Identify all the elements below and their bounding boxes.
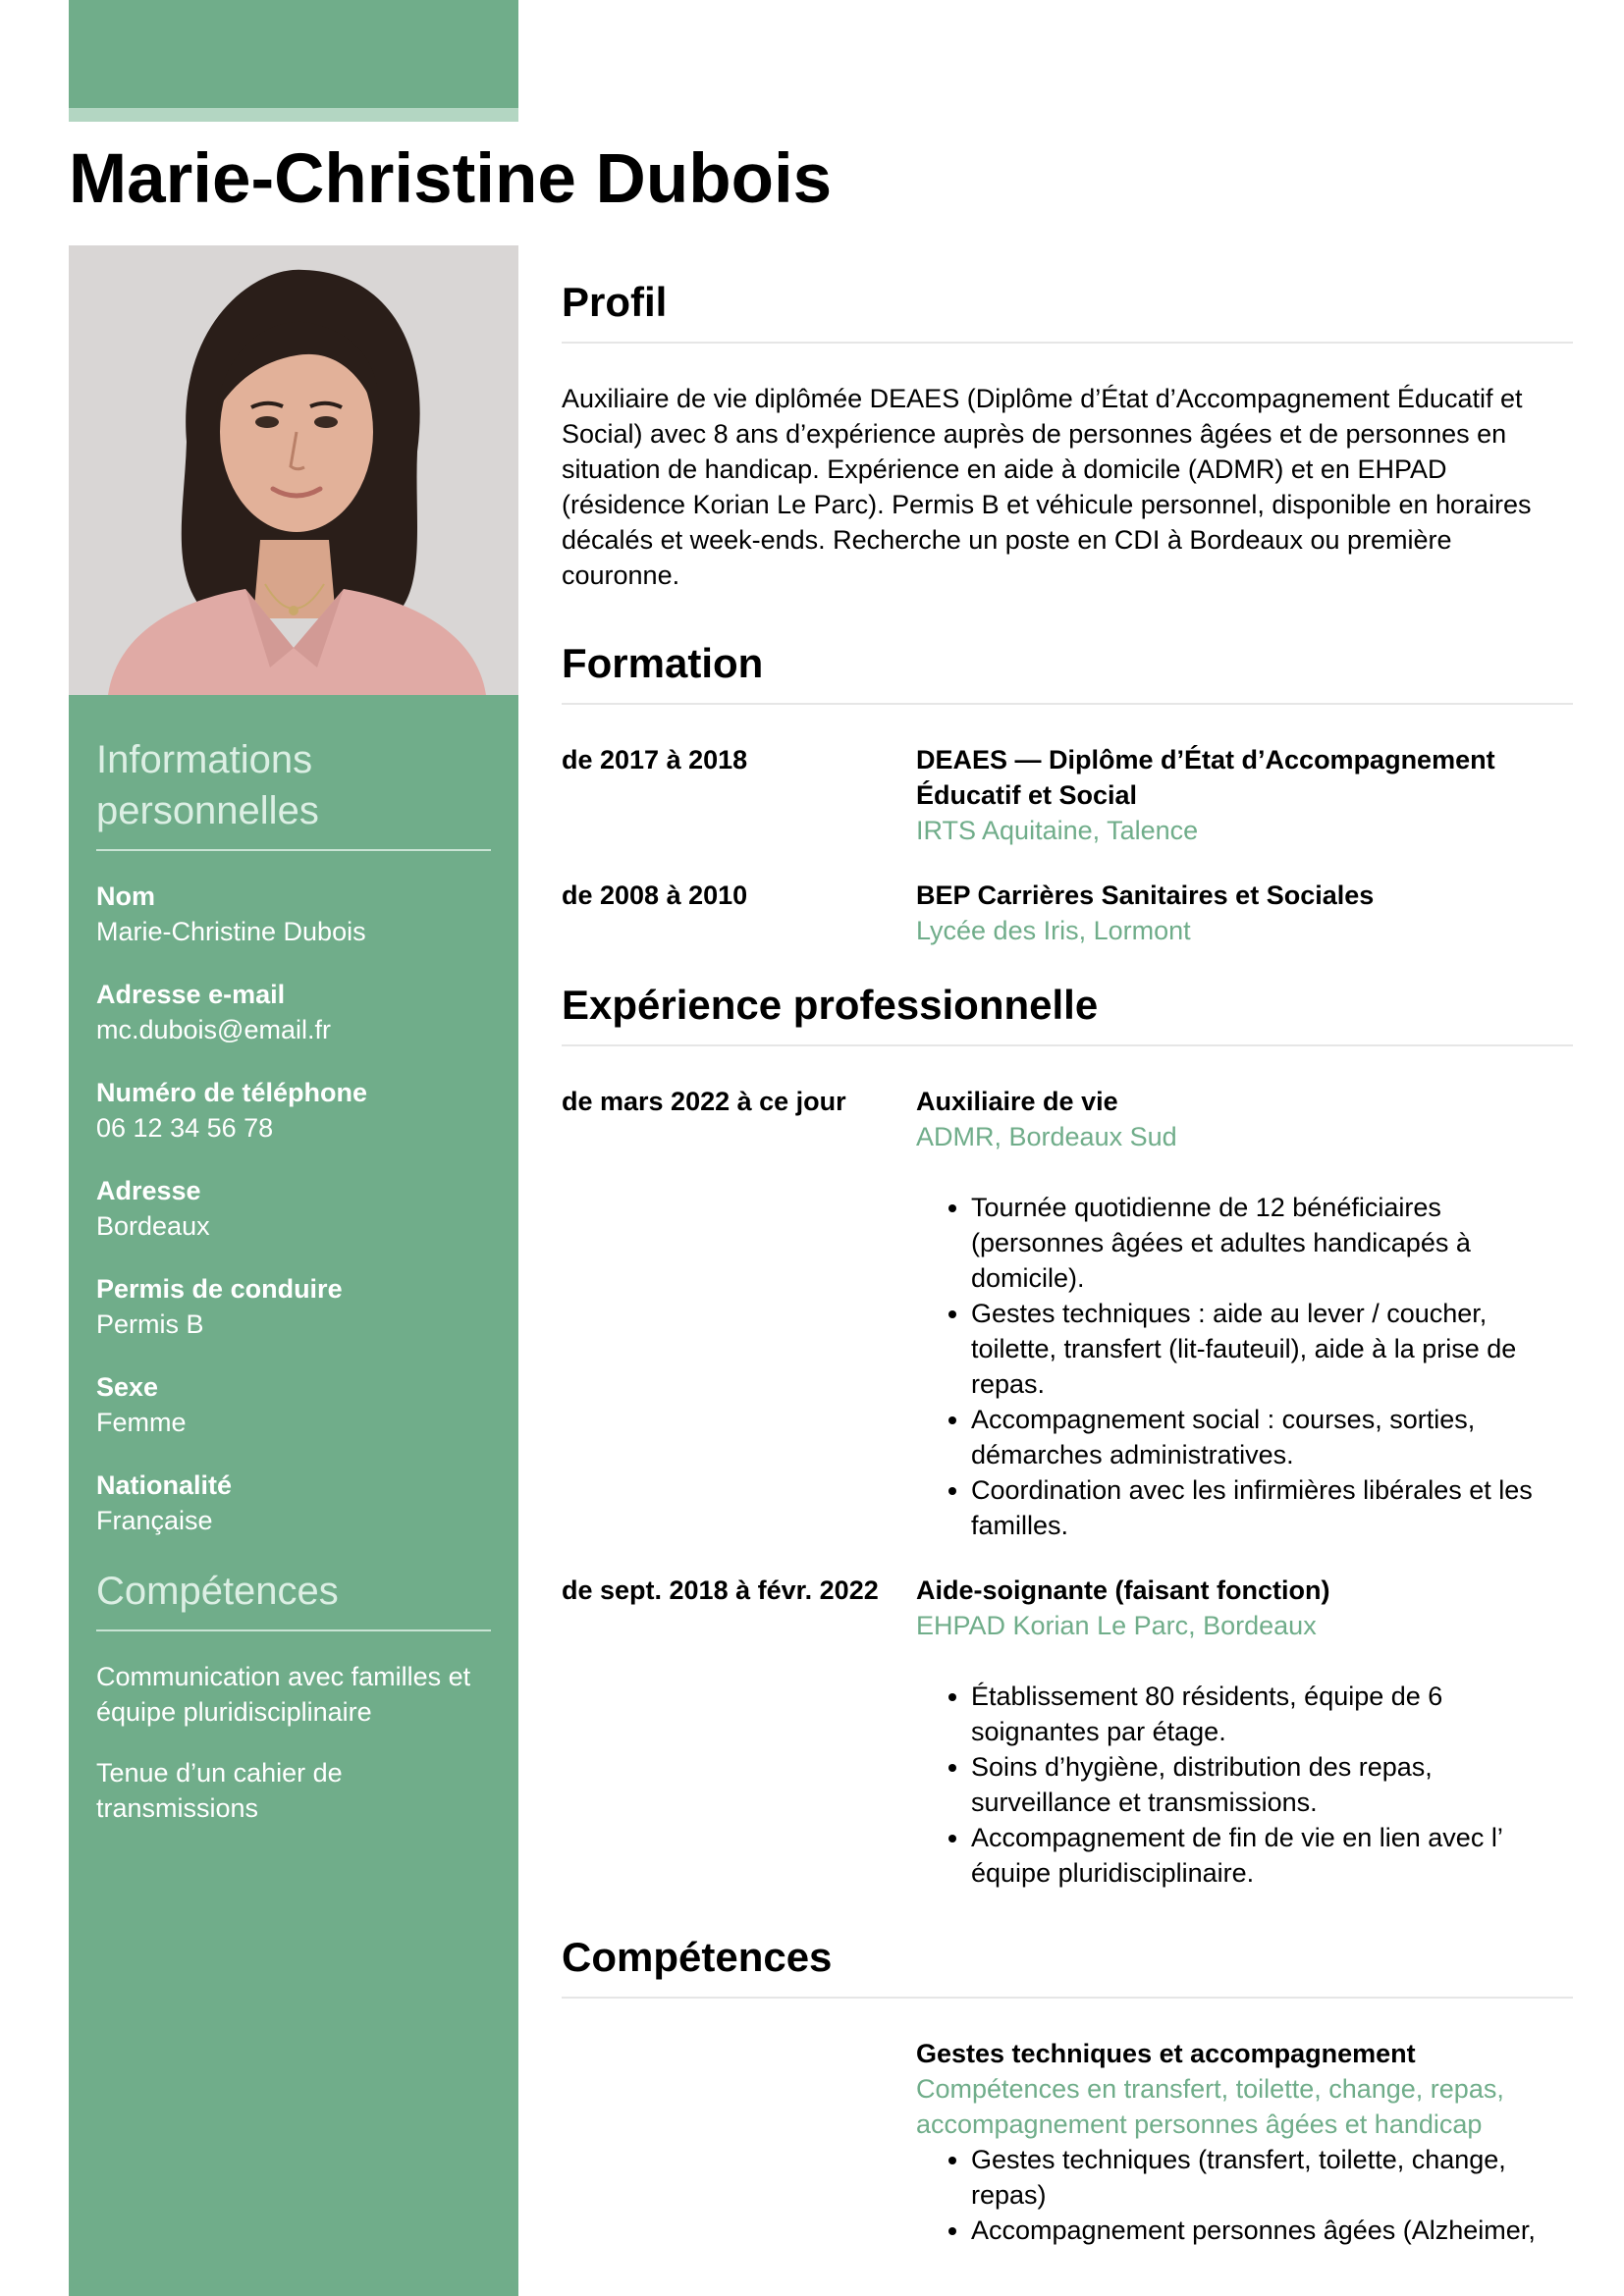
entry-date: de sept. 2018 à févr. 2022 (562, 1575, 879, 1605)
page-title: Marie-Christine Dubois (69, 140, 833, 218)
list-item: • Tournée quotidienne de 12 bénéficiaires (personnes âgées et adultes handicapés à domicile). (971, 1190, 1573, 1296)
entry-employer: ADMR, Bordeaux Sud (916, 1122, 1177, 1151)
info-value: mc.dubois@email.fr (96, 1015, 331, 1044)
info-label: Permis de conduire (96, 1274, 343, 1304)
section-heading-experience: Expérience professionnelle (562, 982, 1099, 1028)
info-item-nationality (96, 1468, 491, 1538)
divider (96, 849, 491, 851)
skill-list (916, 2142, 1573, 2248)
list-item: • Gestes techniques (transfert, toilette, change, repas) (971, 2142, 1573, 2213)
info-item-address (96, 1173, 491, 1244)
entry-title: Aide-soignante (faisant fonction) (916, 1575, 1330, 1605)
entry-institution: Lycée des Iris, Lormont (916, 916, 1191, 945)
info-value: Permis B (96, 1309, 204, 1339)
info-label: Adresse (96, 1176, 201, 1205)
sidebar-skill-item: Communication avec familles et équipe pluridisciplinaire (96, 1662, 471, 1727)
profile-summary: Auxiliaire de vie diplômée DEAES (Diplôme d’État d’Accompagnement Éducatif et Social) avec 8 ans d’expérience auprès de personnes âgées et de personnes en situation de handicap. Expérience en aide à domicile (ADMR) et en EHPAD (résidence Korian Le Parc). Permis B et véhicule personnel, disponible en horaires décalés et week-ends. Recherche un poste en CDI à Bordeaux ou première couronne. (562, 384, 1532, 590)
profile-photo (69, 245, 518, 695)
entry-date: de 2008 à 2010 (562, 881, 748, 910)
list-item: • Accompagnement personnes âgées (Alzheimer, (971, 2213, 1573, 2248)
header-accent-band (69, 0, 518, 108)
info-label: Nationalité (96, 1470, 233, 1500)
info-label: Sexe (96, 1372, 159, 1402)
info-item-gender (96, 1369, 491, 1440)
entry-title: BEP Carrières Sanitaires et Sociales (916, 881, 1375, 910)
list-item: • Coordination avec les infirmières libérales et les familles. (971, 1472, 1573, 1543)
formation-entry (562, 878, 1573, 948)
entry-description: Compétences en transfert, toilette, change, repas, accompagnement personnes âgées et handicap (916, 2074, 1504, 2139)
list-item: • Accompagnement social : courses, sorties, démarches administratives. (971, 1402, 1573, 1472)
info-item-license (96, 1271, 491, 1342)
skill-entry (562, 2036, 1573, 2248)
info-value: 06 12 34 56 78 (96, 1113, 274, 1143)
entry-institution: IRTS Aquitaine, Talence (916, 816, 1199, 845)
info-item-phone (96, 1075, 491, 1146)
main-content (562, 275, 1573, 2275)
entry-title: Gestes techniques et accompagnement (916, 2039, 1416, 2068)
info-item-name (96, 879, 491, 949)
entry-title: Auxiliaire de vie (916, 1087, 1118, 1116)
skills-section (562, 1930, 1573, 2248)
task-list (916, 1679, 1573, 1891)
section-heading-profile: Profil (562, 279, 668, 325)
divider (562, 703, 1573, 705)
experience-section (562, 978, 1573, 1891)
experience-entry (562, 1573, 1573, 1891)
info-value: Française (96, 1506, 213, 1535)
formation-entry (562, 742, 1573, 848)
header-accent-stripe (69, 108, 518, 122)
divider (96, 1629, 491, 1631)
experience-entry (562, 1084, 1573, 1543)
formation-section (562, 636, 1573, 948)
entry-date: de mars 2022 à ce jour (562, 1087, 846, 1116)
section-heading-skills: Compétences (562, 1934, 833, 1980)
info-label: Numéro de téléphone (96, 1078, 368, 1107)
entry-date: de 2017 à 2018 (562, 745, 748, 774)
sidebar-heading-info: Informations personnelles (96, 738, 319, 832)
entry-title: DEAES — Diplôme d’État d’Accompagnement Éducatif et Social (916, 745, 1495, 810)
sidebar (69, 695, 518, 2296)
info-value: Bordeaux (96, 1211, 210, 1241)
info-label: Adresse e-mail (96, 980, 286, 1009)
section-heading-formation: Formation (562, 640, 764, 686)
divider (562, 1044, 1573, 1046)
entry-employer: EHPAD Korian Le Parc, Bordeaux (916, 1611, 1317, 1640)
list-item: • Établissement 80 résidents, équipe de 6 soignantes par étage. (971, 1679, 1573, 1749)
sidebar-heading-skills: Compétences (96, 1570, 339, 1613)
task-list (916, 1190, 1573, 1543)
profile-section (562, 275, 1573, 593)
list-item: • Gestes techniques : aide au lever / coucher, toilette, transfert (lit-fauteuil), aide à la prise de repas. (971, 1296, 1573, 1402)
entry-date-empty (562, 2036, 916, 2248)
info-value: Marie-Christine Dubois (96, 917, 366, 946)
list-item: • Soins d’hygiène, distribution des repas, surveillance et transmissions. (971, 1749, 1573, 1820)
divider (562, 1997, 1573, 1999)
info-value: Femme (96, 1408, 187, 1437)
info-item-email (96, 977, 491, 1047)
divider (562, 342, 1573, 344)
info-label: Nom (96, 881, 155, 911)
sidebar-skill-item: Tenue d’un cahier de transmissions (96, 1758, 343, 1823)
list-item: • Accompagnement de fin de vie en lien avec l’ équipe pluridisciplinaire. (971, 1820, 1573, 1891)
